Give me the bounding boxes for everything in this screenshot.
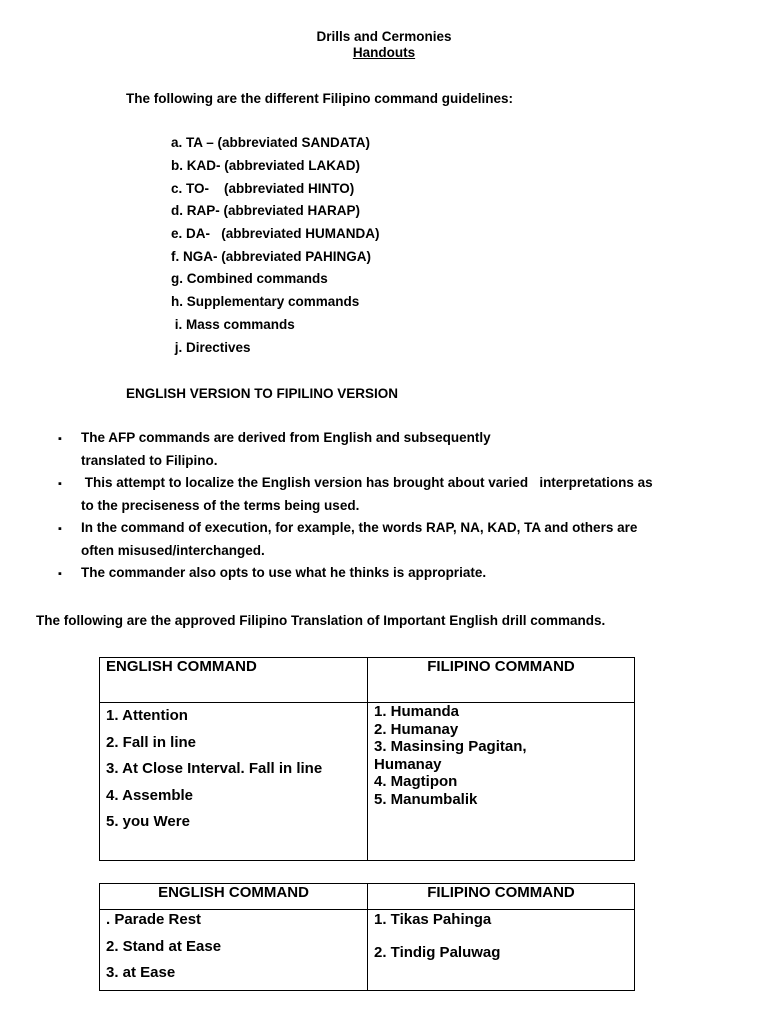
table-row: 1. Humanda bbox=[374, 703, 460, 720]
command-table-2 bbox=[99, 883, 635, 991]
table-row: 3. At Close Interval. Fall in line bbox=[106, 760, 323, 777]
table-row: 1. Attention bbox=[106, 707, 188, 724]
table-row: 1. Tikas Pahinga bbox=[374, 911, 492, 928]
list-item: j. Directives bbox=[171, 340, 251, 355]
table-row: 3. Masinsing Pagitan, bbox=[374, 738, 527, 756]
table-header-cell bbox=[100, 884, 368, 910]
table-row: 5. you Were bbox=[106, 813, 190, 830]
list-item: i. Mass commands bbox=[171, 317, 295, 332]
command-table-1 bbox=[99, 657, 635, 861]
document-subtitle: Handouts bbox=[352, 45, 416, 60]
bullet-line: translated to Filipino. bbox=[81, 452, 218, 468]
table-row: . Parade Rest bbox=[106, 911, 202, 928]
table-row: 4. Magtipon bbox=[374, 773, 458, 791]
list-item: d. RAP- (abbreviated HARAP) bbox=[171, 203, 361, 218]
bullet-line: often misused/interchanged. bbox=[81, 542, 265, 558]
table-row: 3. at Ease bbox=[106, 964, 176, 981]
table-row: 2. Stand at Ease bbox=[106, 937, 222, 955]
table-row: 2. Humanay bbox=[374, 720, 459, 738]
table-header-cell bbox=[368, 658, 635, 703]
column-header-english: ENGLISH COMMAND bbox=[106, 658, 257, 675]
table-cell-filipino bbox=[368, 910, 635, 991]
list-item: a. TA – (abbreviated SANDATA) bbox=[171, 135, 371, 150]
bullet-marker: ▪ bbox=[58, 478, 62, 490]
column-header-english: ENGLISH COMMAND bbox=[158, 884, 309, 901]
bullet-line: The commander also opts to use what he thinks is appropriate. bbox=[81, 565, 487, 580]
table-intro: The following are the approved Filipino Translation of Important English drill commands. bbox=[36, 613, 606, 628]
table-cell-filipino bbox=[368, 703, 635, 861]
bullet-marker: ▪ bbox=[58, 433, 62, 445]
document-title: Drills and Cermonies bbox=[316, 29, 452, 44]
bullet-item bbox=[81, 517, 733, 562]
table-row: 4. Assemble bbox=[106, 786, 193, 804]
bullet-item bbox=[81, 472, 733, 517]
table-row: Humanay bbox=[374, 755, 442, 773]
intro-text: The following are the different Filipino command guidelines: bbox=[126, 91, 514, 106]
bullet-line: The AFP commands are derived from English and subsequently bbox=[81, 430, 491, 445]
section-heading: ENGLISH VERSION TO FIPILINO VERSION bbox=[126, 386, 399, 401]
list-item: b. KAD- (abbreviated LAKAD) bbox=[171, 158, 361, 173]
list-item: c. TO- (abbreviated HINTO) bbox=[171, 181, 355, 196]
list-item: g. Combined commands bbox=[171, 271, 328, 286]
bullet-line: to the preciseness of the terms being used. bbox=[81, 497, 360, 513]
bullet-line: This attempt to localize the English version has brought about varied interpretations as bbox=[81, 475, 653, 490]
document-header bbox=[0, 29, 768, 61]
table-header-cell bbox=[368, 884, 635, 910]
column-header-filipino: FILIPINO COMMAND bbox=[427, 658, 575, 675]
list-item: h. Supplementary commands bbox=[171, 294, 360, 309]
bullet-item bbox=[81, 427, 733, 472]
bullet-marker: ▪ bbox=[58, 568, 62, 580]
bullet-line: In the command of execution, for example, the words RAP, NA, KAD, TA and others are bbox=[81, 520, 638, 535]
list-item: e. DA- (abbreviated HUMANDA) bbox=[171, 226, 380, 241]
column-header-filipino: FILIPINO COMMAND bbox=[427, 884, 575, 901]
table-row: 2. Tindig Paluwag bbox=[374, 943, 501, 961]
table-cell-english bbox=[100, 703, 368, 861]
bullet-marker: ▪ bbox=[58, 523, 62, 535]
list-item: f. NGA- (abbreviated PAHINGA) bbox=[171, 249, 372, 264]
table-row: 5. Manumbalik bbox=[374, 790, 478, 808]
bullet-item bbox=[81, 562, 733, 585]
table-header-cell bbox=[100, 658, 368, 703]
table-row: 2. Fall in line bbox=[106, 733, 197, 751]
table-cell-english bbox=[100, 910, 368, 991]
